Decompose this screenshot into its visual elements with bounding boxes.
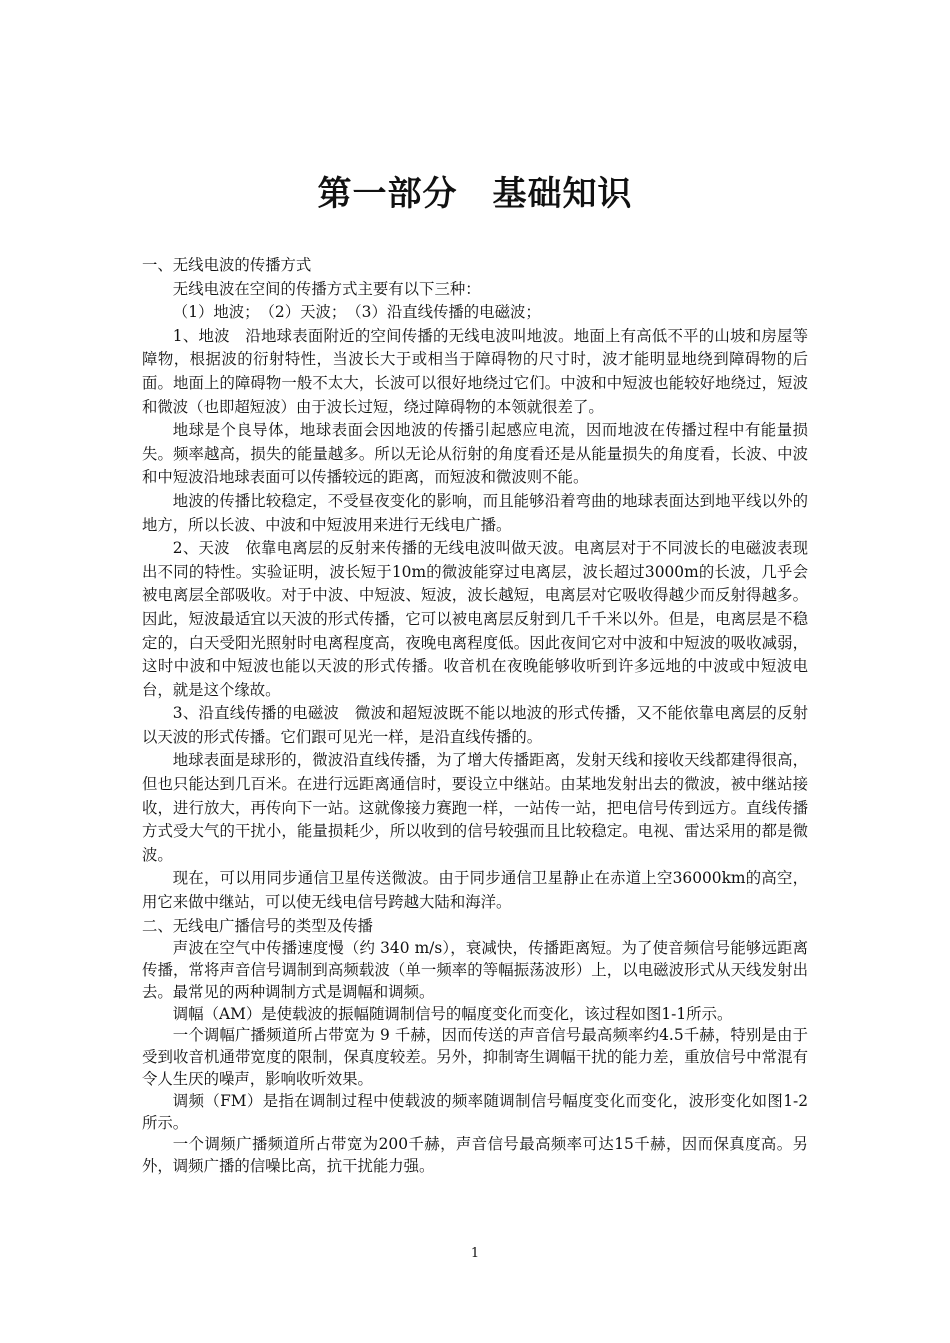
document-body	[142, 254, 808, 1178]
paragraph: 地波的传播比较稳定，不受昼夜变化的影响，而且能够沿着弯曲的地球表面达到地平线以外的地方，所以长波、中波和中短波用来进行无线电广播。	[142, 491, 808, 534]
paragraph: 2、天波 依靠电离层的反射来传播的无线电波叫做天波。电离层对于不同波长的电磁波表现出不同的特性。实验证明，波长短于10m的微波能穿过电离层，波长超过3000m的长波，几乎会被电离层全部吸收。对于中波、中短波、短波，波长越短，电离层对它吸收得越少而反射得越多。因此，短波最适宜以天波的形式传播，它可以被电离层反射到几千千米以外。但是，电离层是不稳定的，白天受阳光照射时电离程度高，夜晚电离程度低。因此夜间它对中波和中短波的吸收减弱，这时中波和中短波也能以天波的形式传播。收音机在夜晚能够收听到许多远地的中波或中短波电台，就是这个缘故。	[142, 539, 808, 699]
section-heading-2: 二、无线电广播信号的类型及传播	[142, 916, 373, 935]
paragraph: 一个调幅广播频道所占带宽为 9 千赫，因而传送的声音信号最高频率约4.5千赫，特别是由于受到收音机通带宽度的限制，保真度较差。另外，抑制寄生调幅干扰的能力差，重放信号中常混有令人生厌的噪声，影响收听效果。	[142, 1026, 808, 1088]
section-heading-1: 一、无线电波的传播方式	[142, 256, 312, 274]
page-title: 第一部分 基础知识	[317, 174, 633, 214]
paragraph: 现在，可以用同步通信卫星传送微波。由于同步通信卫星静止在赤道上空36000km的高空，用它来做中继站，可以使无线电信号跨越大陆和海洋。	[142, 869, 808, 912]
paragraph: 无线电波在空间的传播方式主要有以下三种：	[172, 279, 481, 298]
paragraph: 一个调频广播频道所占带宽为200千赫，声音信号最高频率可达15千赫，因而保真度高。另外，调频广播的信噪比高，抗干扰能力强。	[142, 1135, 808, 1176]
paragraph: 声波在空气中传播速度慢（约 340 m/s），衰减快，传播距离短。为了使音频信号能够远距离传播，常将声音信号调制到高频载波（单一频率的等幅振荡波形）上，以电磁波形式从天线发射出去。最常见的两种调制方式是调幅和调频。	[142, 939, 808, 1001]
paragraph: 3、沿直线传播的电磁波 微波和超短波既不能以地波的形式传播，又不能依靠电离层的反射以天波的形式传播。它们跟可见光一样，是沿直线传播的。	[142, 704, 808, 746]
page-number: 1	[470, 1246, 480, 1261]
paragraph: 调频（FM）是指在调制过程中使载波的频率随调制信号幅度变化而变化，波形变化如图1-2所示。	[142, 1091, 808, 1132]
paragraph: （1）地波； （2）天波； （3）沿直线传播的电磁波；	[172, 303, 541, 322]
paragraph: 地球是个良导体，地球表面会因地波的传播引起感应电流，因而地波在传播过程中有能量损失。频率越高，损失的能量越多。所以无论从衍射的角度看还是从能量损失的角度看，长波、中波和中短波沿地球表面可以传播较远的距离，而短波和微波则不能。	[142, 421, 808, 487]
paragraph: 1、地波 沿地球表面附近的空间传播的无线电波叫地波。地面上有高低不平的山坡和房屋等障物，根据波的衍射特性，当波长大于或相当于障碍物的尺寸时，波才能明显地绕到障碍物的后面。地面上的障碍物一般不太大，长波可以很好地绕过它们。中波和中短波也能较好地绕过，短波和微波（也即超短波）由于波长过短，绕过障碍物的本领就很差了。	[142, 326, 808, 416]
paragraph: 调幅（AM）是使载波的振幅随调制信号的幅度变化而变化，该过程如图1-1所示。	[172, 1004, 733, 1023]
paragraph: 地球表面是球形的，微波沿直线传播，为了增大传播距离，发射天线和接收天线都建得很高，但也只能达到几百米。在进行远距离通信时，要设立中继站。由某地发射出去的微波，被中继站接收，进行放大，再传向下一站。这就像接力赛跑一样，一站传一站，把电信号传到远方。直线传播方式受大气的干扰小，能量损耗少，所以收到的信号较强而且比较稳定。电视、雷达采用的都是微波。	[142, 751, 808, 864]
